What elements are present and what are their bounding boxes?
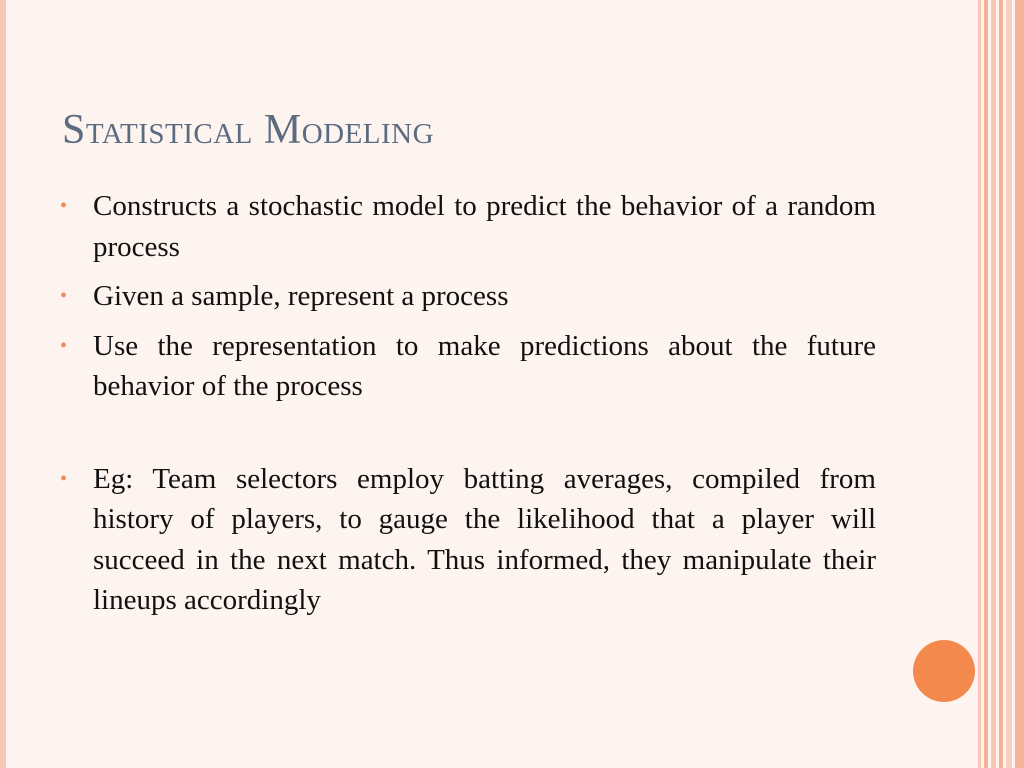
bullet-icon: • <box>60 285 68 307</box>
bullet-text: Use the representation to make predictions about the future behavior of the process <box>93 329 876 402</box>
slide-title: Statistical Modeling <box>62 107 435 153</box>
bullet-item <box>60 326 876 407</box>
right-stripe-decoration <box>1015 0 1024 768</box>
right-stripe-decoration <box>984 0 988 768</box>
circle-decoration <box>913 640 975 702</box>
bullet-text: Given a sample, represent a process <box>93 280 509 312</box>
right-stripe-decoration <box>978 0 981 768</box>
bullet-item <box>60 459 876 621</box>
bullet-text: Eg: Team selectors employ batting averages, compiled from history of players, to gauge the likelihood that a player will succeed in the next match. Thus informed, they manipulate their lineups accordingly <box>93 462 876 616</box>
right-stripe-decoration <box>1006 0 1012 768</box>
right-stripe-decoration <box>991 0 996 768</box>
bullet-list <box>60 186 876 630</box>
bullet-item <box>60 276 876 317</box>
bullet-text: Constructs a stochastic model to predict the behavior of a random process <box>93 190 876 263</box>
bullet-icon: • <box>60 334 68 357</box>
bullet-icon: • <box>60 467 68 490</box>
left-border-decoration <box>0 0 6 768</box>
bullet-icon: • <box>60 195 68 217</box>
bullet-item <box>60 186 876 267</box>
right-stripe-decoration <box>999 0 1003 768</box>
